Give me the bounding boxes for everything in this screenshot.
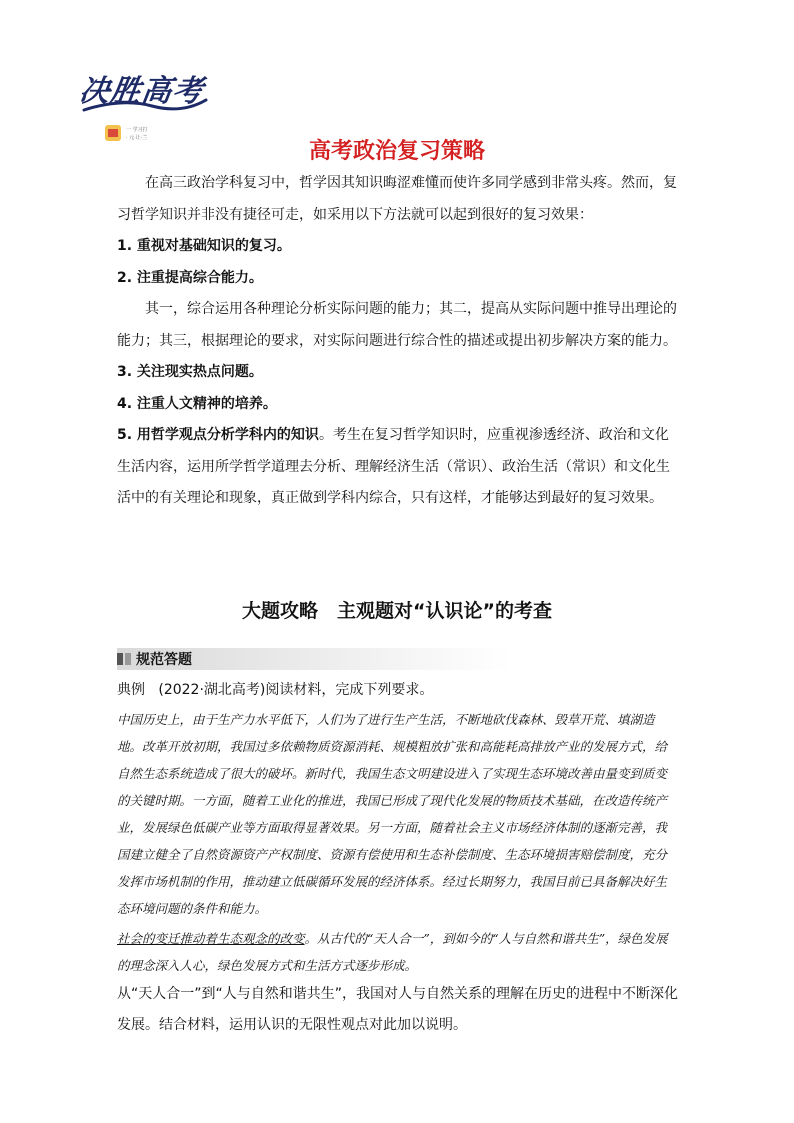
- section-label: 规范答题: [136, 652, 192, 668]
- point-5-heading: 5. 用哲学观点分析学科内的知识: [117, 427, 319, 443]
- section-subtitle: 大题攻略 主观题对“认识论”的考查: [242, 600, 552, 622]
- example-line: [117, 680, 433, 700]
- point-1: 1. 重视对基础知识的复习。: [117, 238, 291, 254]
- material-paragraph-2-rest: 。从古代的“天人合一”，到如今的“人与自然和谐共生”，绿色发展的理念深入人心，绿色发展方式和生活方式逐步形成。: [117, 931, 668, 973]
- section-marker-icon: [117, 651, 133, 667]
- material-paragraph-2: [117, 925, 679, 979]
- intro-section: [117, 168, 679, 515]
- logo-text: 决胜高考: [77, 74, 206, 109]
- material-paragraph-1: 中国历史上，由于生产力水平低下，人们为了进行生产生活，不断地砍伐森林、毁草开荒、填湖造地。改革开放初期，我国过多依赖物质资源消耗、规模粗放扩张和高能耗高排放产业的发展方式，给自然生态系统造成了很大的破坏。新时代，我国生态文明建设进入了实现生态环境改善由量变到质变的关键时期。一方面，随着工业化的推进，我国已形成了现代化发展的物质技术基础，在改造传统产业，发展绿色低碳产业等方面取得显著效果。另一方面，随着社会主义市场经济体制的逐渐完善，我国建立健全了自然资源资产产权制度、资源有偿使用和生态补偿制度、生态环境损害赔偿制度，充分发挥市场机制的作用，推动建立低碳循环发展的经济体系。经过长期努力，我国目前已具备解决好生态环境问题的条件和能力。: [117, 712, 668, 916]
- point-4: 4. 注重人文精神的培养。: [117, 395, 277, 412]
- point-3: 3. 关注现实热点问题。: [117, 364, 263, 380]
- intro-paragraph: 在高三政治学科复习中，哲学因其知识晦涩难懂而使许多同学感到非常头疼。然而，复习哲学知识并非没有捷径可走，如采用以下方法就可以起到很好的复习效果：: [117, 175, 677, 223]
- point-5: [117, 420, 679, 515]
- example-source: (2022·湖北高考)阅读材料，完成下列要求。: [158, 682, 434, 698]
- point-5-body: 。考生在复习哲学知识时，应重视渗透经济、政治和文化生活内容，运用所学哲学道理去分析、理解经济生活（常识）、政治生活（常识）和文化生活中的有关理论和现象，真正做到学科内综合，只有这样，才能够达到最好的复习效果。: [117, 427, 670, 506]
- logo-small-text: 一 学习打 · 元·让·兰: [126, 127, 148, 141]
- example-label: 典例: [117, 682, 145, 698]
- question-text: 从“天人合一”到“人与自然和谐共生”，我国对人与自然关系的理解在历史的进程中不断深化发展。结合材料，运用认识的无限性观点对此加以说明。: [117, 986, 679, 1033]
- page-title: 高考政治复习策略: [308, 139, 485, 164]
- point-2-detail: 其一，综合运用各种理论分析实际问题的能力；其二，提高从实际问题中推导出理论的能力；其三，根据理论的要求，对实际问题进行综合性的描述或提出初步解决方案的能力。: [117, 301, 677, 349]
- logo-swoosh-icon: [82, 94, 208, 118]
- point-2: 2. 注重提高综合能力。: [117, 269, 263, 286]
- material-underlined: 社会的变迁推动着生态观念的改变: [117, 931, 305, 946]
- section-header: [117, 648, 679, 670]
- section-header-bar: [117, 648, 679, 670]
